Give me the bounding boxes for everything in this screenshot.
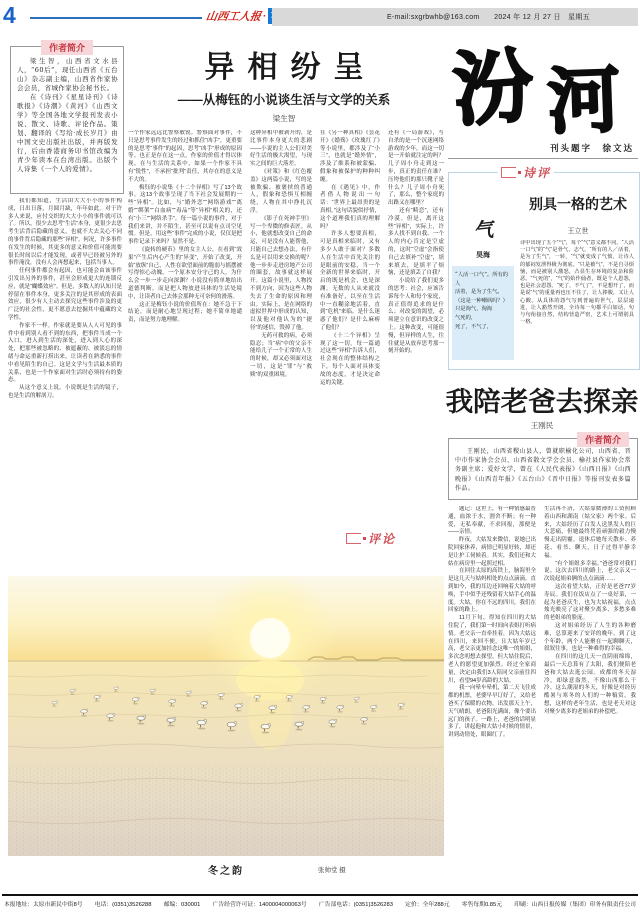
photo-caption-title: 冬之韵	[208, 866, 244, 877]
author-bio-text: 梁生智，山西省文水县人，“60后”，现任山西省《五台山》杂志副主编，山西省作家协会会员，省城作家协会秘书长。 在《诗刊》《星星诗刊》《诗歌报》《诗潮》《黄河》《山西文学》等全国各地文学报刊发表小说、散文、诗歌、评论作品。策划、翻译的《写给·成长岁月》由中国文史出版社出版，并再版发行，后由香港商务印书馆改编为青少年读本在台湾出版。出版个人诗集《一个人的爱情》。	[17, 57, 118, 173]
badge-bracket-icon	[346, 533, 361, 544]
footer-ad-license: 广告经营许可证：1400004000063号	[212, 902, 307, 908]
main-article-subtitle: ——从梅钰的小说谈生活与文学的关系	[177, 93, 391, 107]
footer-ad-phone: 广告部电话：(0351)3526283	[318, 902, 393, 908]
family-column-1: 题记：这世上，有一种情感最普通，血浓于水，割舍不断；有一种爱，无私奉献，不求回报，那便是——亲情。 昨夜，大姑发来微信，说她已出院回家休养，病情已明显好转，却还是让护工伺候着。其实，我们还和大姑在病房里一起照过相。 在回往太原的高铁上，脑海里全是这几天与姑妈相处的点点滴滴。直到如今，我的耳边还回响着大姑的呼唤，手中似乎还残留着大姑手心的温度。大姑，你在不远的四川，我们在回家的路上。 11月下旬，得知在四川的大姑住院了，我们第一时间向表姐打听病情。老父亲一直牵挂着，因为大姑远在四川，来回不便，且大姑年岁已高，老父亲更加挂念这唯一的姐姐，多次念叨想去探望。但大姑住院后，老人的愿望更加强烈。经过全家商量，决定由我们3人陪同父亲前往四川，看望94岁高龄的大姑。 我一向晕车晕机，第二天飞往成都的机票，老婆早早订好了，又给老爸买了保暖的衣物。出发那天上午，天气晴朗，老爸阳光满面，像个要出远门的孩子。一路上，老爸的话明显多了，讲起他和大姑小时候的情景，讲到动情处，眼圈红了。	[448, 506, 536, 739]
email-and-date: E-mail:sxgrbwhb@163.com 2024 年 12 月 27 日 星期五	[386, 14, 590, 21]
family-article-byline: 王刚民	[530, 421, 554, 430]
page-number: 4	[3, 2, 16, 28]
article-column-4: 在《另一种真相》《昙花开》《婚殇》《玫瑰红了》等小说里，都涉及了“小三”，也就是“婚外情”，涉及了维系和被蒙骗、假象和被保护的种种纠缠。 在《遇见》中，作者借人物说出一句话：“世界上最昂贵的是真相。”这句话貌似抒情，这个道理我们真的理解吗？ 许多人想要真相，可是真相来临时，又有多少人敢于面对？多数人在生活中首先关注的是眼前的安稳，当一个全新的世界来临时，开启的既是机会，也是深渊。无数的人从来就没有准备好，以至在生活中一直糊涂地活着，直到“危机”来临。是什么迷惑了他们？是什么麻痹了他们？ 《十二个异相》呈现了这一切。每一篇通过这些“异相”告诉人们，社会现在的整体结构之下，每个人面对具体变故的态度，才是决定命运的关键。	[320, 130, 380, 386]
article-column-5: 还有《一局游戏》，写自杀的是一个沉迷网络游戏的少年，而这一切是一开始就注定的吗？儿子周小舟走到这一步，真正的责任在谁？压垮他们的那只靴子是什么？儿子周小舟死了，那么，整个家庭的出路又在哪里？ 还有“畸恋”，还有冷漠。但是，离开这些“异相”，实际上，许多人找不到自我。一个人的内心肯定是空虚的，这时“空虚”会指使自己去填补“空虚”，填来填去，是填平了烦恼，还是填丢了自我？ 小说给了我们更多的思考：社会，应该告诉每个人和每个家庭，真正值得追求的是什么；对改变的渴望，必须建立在意识的改变之上。这种改变，可能很慢，但异样的人生，往往就是从放弃思考那一刻开始的。	[388, 130, 444, 355]
calligraphy-he: 河	[546, 56, 622, 140]
badge-bracket-icon	[501, 167, 516, 178]
article-column-1: 我们都知道，生活由大大小小的事件构成，日出日落，月圆月缺，年年如此。对于许多人来说，应付交织的大大小小的事件就可以了。所以，很少去思考“生活”本身，更很少去思考生活背后隐藏的意义，也就不大去关心不同的事件背后隐藏的那些“异相”。何况，许多事件在发生的时候，其更多的意义和价值可能需要很长时间以后才能发现，或者早已经被另外的事件淹没，没有人会再想起来，包括当事人。 任何事件都会有起因，也可能会由该事件引发出另外的事件，甚至会形成更大的连锁反应，就是“蝴蝶效应”。但是，多数人的认知只是停留在事件本身，更多关注的是其形成的表面效应，很少有人主动去探究这些事件涉及的更广泛的社会性，更不愿意去挖掘其中蕴藏的文学性。 作家不一样。作家就是要从人人可见的事件中看到别人看不到的东西，把事件当成一个入口，进入到生活的深处，进入到人心的深处，把那些被忽略的、被遮蔽的、被淡忘的情绪与命运重新打捞出来，让读者在熟悉的事件中看见陌生的自己。这是文学与生活最本质的关系，也是一个作家面对生活时必须持有的姿态。 从这个意义上说，小说既是生活的镜子，也是生活的解剖刀。	[8, 198, 122, 399]
author-bio-box-family	[448, 435, 638, 500]
author-bio-label: 作者简介	[41, 40, 93, 55]
author-bio-text: 王刚民，山西省稷山县人，曾就职榆化公司，山西省、晋中市作家协会会员、山西省散文学会会员、榆社县作家协会常务副主席；爱好文学，曾在《人民代表报》《山西日报》《山西晚报》《山西青年报》《五台山》《晋中日报》等报刊发表多篇作品。	[455, 448, 631, 492]
review-title: 别具一格的艺术	[529, 197, 627, 213]
masthead-script-logo: 山西工人报	[205, 10, 262, 23]
calligraphy-fenhe-art	[448, 36, 638, 140]
header-info-bar	[272, 8, 638, 26]
footer-rule	[2, 894, 638, 896]
footer-phone: 电话：(0351)3526288	[94, 902, 152, 908]
family-column-2: 生活再不济，大姑靠微薄的工资照顾着山西和湖南（姑父家）两个家。后来，大姑经历了白发人送黑发人的巨大悲痛，但她最终凭着顽强的毅力慢慢走出阴霾。退休后她每天散步、养花、看书、聊天，日子过得平静幸福。 “有个姐姐多幸福。”爸爸常对我们说。这次去四川的路上，老父亲又一次说起姐弟俩的点点滴滴…… 这次看望大姑，正好是老爸77岁寿辰。我们在饭店点了一桌好菜，一起为老爸庆生，也为大姑祝福，点点烛光映亮了这对聚少离多、多愁多难的老姐弟的脸庞。 这对姐弟经历了人生的各种磨难，总算迎来了安详的晚年。到了这个年龄，两个人能聚在一起聊聊天，叙叙往事，也是一种难得的幸福。 在四川的这几天一直阴雨绵绵，最后一天总算有了太阳，我们便陪老爸和大姑去逛公园。成都的冬天湿冷，却绿意盎然，不像山西那么干冷。这么潮湿的冬天，好像是对经历酷暑与寒冬的人们的一种犒赏。我想，这样的老年生活，也是老天对这对聚少离多的老姐弟的补偿吧。	[544, 506, 636, 715]
badge-dot-icon	[363, 537, 366, 540]
review-author: 王立世	[567, 228, 589, 235]
footer-info-bar	[4, 899, 636, 908]
right-section-rule	[448, 158, 638, 159]
poem-title: 气	[471, 217, 495, 243]
masthead-dot: ·	[263, 10, 267, 22]
header-rule	[30, 17, 202, 19]
poem-text-box: “人活一口气”。所有的人 活着，是为了生气。 （这是一种嘲讽吗？） 只是淘气，淘淘 气死的， 死了，不气了，	[452, 266, 514, 360]
footer-postcode: 邮编：030001	[163, 902, 201, 908]
article-column-2: 一个作家远远比警察敏锐。警察面对事件，不只是思考事件发生的经过和抓住“凶手”，更重要的是思考“事件”的起因，思考“凶手”形成的原因等。也正是存在这一点，作家的价值才得以体现。在与生活的关系中，如果一个作家不具有“锐性”，不承担“批判”责任，其存在的意义是不大的。 梅钰的小说集《十二个异相》写了13个故事。这13个故事呈现了当下社会发展期的一些“异相”。比如，与“婚外恋”“网络游戏”“离婚”“绑架”“白血病”“毒品”等“异相”相关的，还有“小三”“网络杀手”。每一篇小说的事件，对于我们来讲，并不陌生，甚至可以说有点司空见惯。但是，用这些“事件”完成的小说，仅仅是把事件记录下来吗？显然不是。 《旋转的硬币》里的女主人公，在看到“效果”产生后内心产生的“异变”，开始了改变，开始“放纵”自己，人性在欲望面前的脆弱与摇摆被写得惊心动魄。一个原本安分守己的人，为什么会一步一步走向深渊？小说没有简单地给出道德判断，而是把人物放进具体的生活处境中，让读者自己去体会那种无可奈何的滑落。 这正是梅钰小说的价值所在：她不急于下结论，而是耐心地呈现过程；她不简单地谴责，而是努力地理解。	[128, 130, 242, 324]
footer-price-issue: 零售每期0.85元	[461, 902, 503, 908]
review-body: 诗中出现了五个“气”，每个“气”意义都不同。“人活一口气”的“气”是骨气、志气。“所有的人／活着，是为了生气”，一转，“气”就变成了气愤，让诗人的郁闷发泄得极为彻底。“只是被气”，不是自寻烦恼，而是被别人激怒，凸显生存环境的复杂和险恶。“气死的”，“气”的始作俑者，既是个人恩怨，也是社会恩怨。“死了，不气了”，不是想开了，而是说“气”的重量再也压不住了，让人捧腹，又让人心酸。从具体的怨气写到普遍的世气，层层递进，让人豁然开朗。全诗每一句都平白如话，句与句衔接自然，结构营造严密，艺术上可谓别具一格。	[520, 240, 634, 326]
calligraphy-credit: 刊头题字 徐文达	[549, 143, 634, 153]
category-badge-poetry-review: 诗评	[498, 164, 554, 182]
author-bio-label: 作者简介	[577, 432, 629, 447]
family-article-title: 我陪老爸去探亲	[445, 387, 639, 418]
poem-author: 昊海	[476, 252, 490, 259]
masthead-calligraphy	[448, 36, 638, 140]
calligraphy-fen: 汾	[450, 37, 537, 138]
photo-caption-credit: 张帅堂 摄	[318, 867, 346, 874]
footer-printer: 印刷：山西日报传媒（集团）印务有限责任公司	[514, 902, 636, 908]
photo-winter-scene	[8, 576, 444, 856]
main-article-byline: 梁生智	[272, 114, 296, 123]
badge-dot-icon	[518, 171, 521, 174]
footer-price-year: 定价：全年288元	[405, 902, 450, 908]
category-badge-commentary: 评论	[346, 530, 396, 548]
footer-address: 本报地址：太原市新民中街8号	[4, 902, 83, 908]
article-column-3: 这种异相中被剥开的，是比事件本身更大的悲剧——小说的主人公们对美好生活的极大渴望，与现实之间的巨大落差。 《对策》和《红色覆盖》这两篇小说，写的是被欺骗、被裹挟的普通人，假象和恐惧互相缠绕，人物在其中挣扎沉浮。 《影子在死神手里》写一个卑微的修表匠。从小，他就想改变自己的命运，可是没有人能帮他，只能自己去想办法，有什么是可以用来交换的呢？他一步步走进房地产公司的圈套，故事就这样展开。这篇小说里，人物找不到方向，因为这些人物失去了生命的原因和理由。实际上，是在网络的虚拟世界中形成的认知，以及他对他认为的“捷径”的迷信，毁掉了他。 无药可救的病，必须隐忍；当“病”中的父亲不能给儿子一个正常的人生的时候，却又必须面对这一切，这是“罪”与“救赎”的双重困境。	[250, 130, 312, 378]
main-article-title: 异相纷呈	[204, 50, 377, 85]
winter-sunset-photo-art	[8, 576, 444, 856]
author-bio-box-main	[10, 43, 124, 194]
